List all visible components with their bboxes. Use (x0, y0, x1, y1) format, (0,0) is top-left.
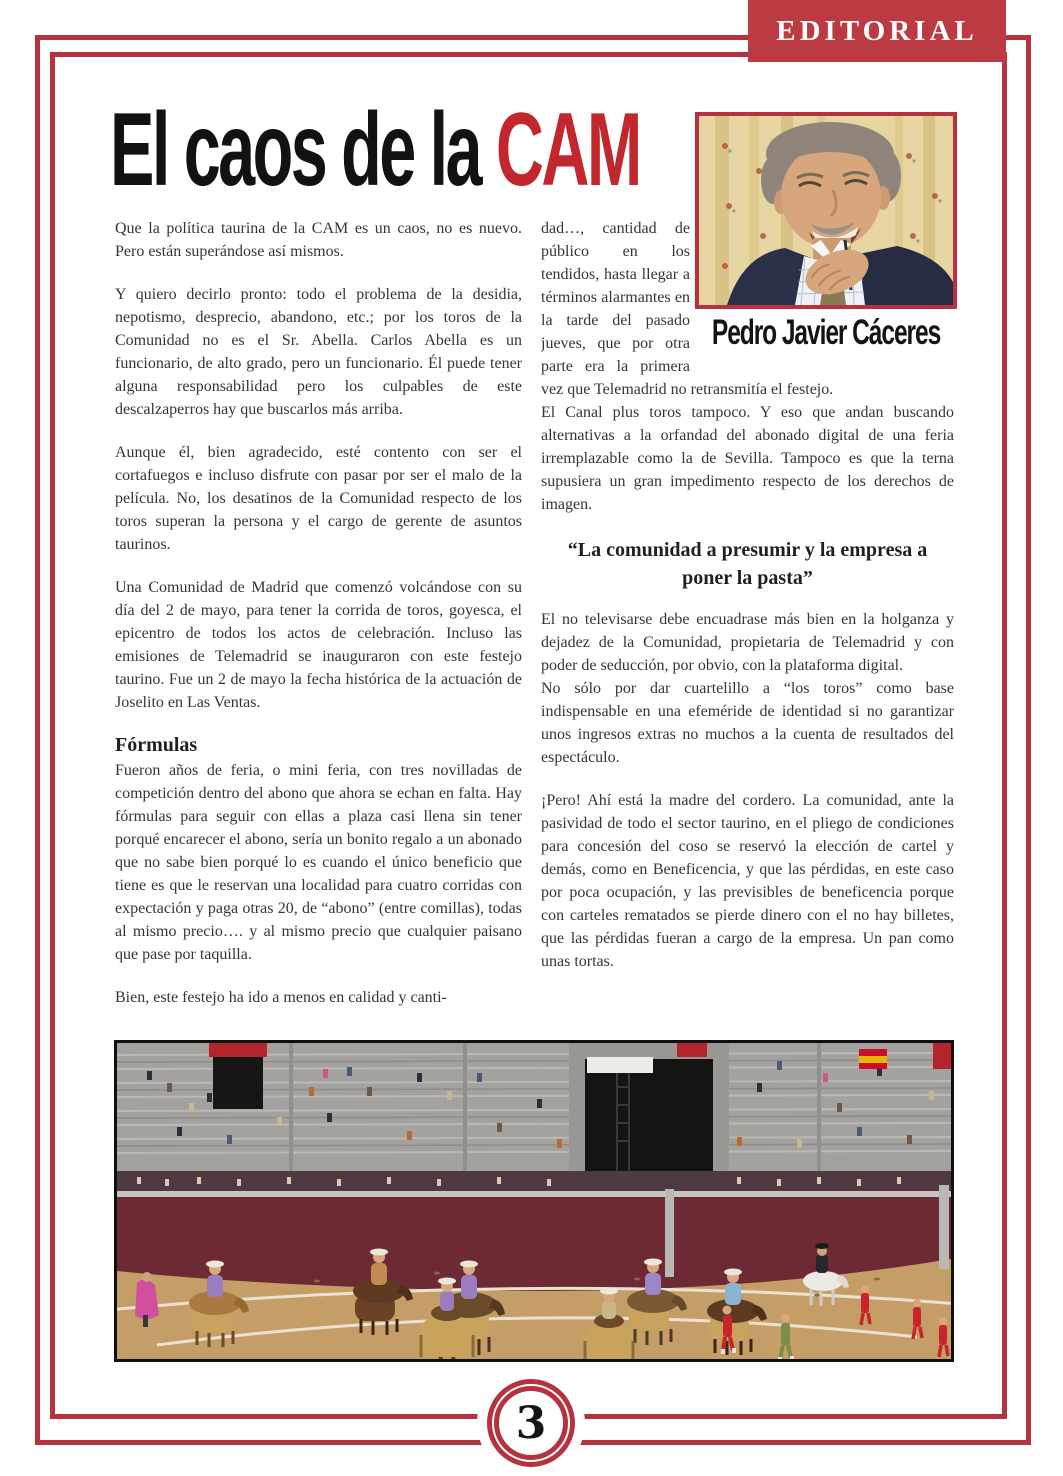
title-black: El caos de la (110, 92, 496, 208)
editorial-banner (748, 0, 1006, 62)
paragraph: Que la política taurina de la CAM es un caos, no es nuevo. Pero están superándose así mismos. (115, 220, 522, 260)
paragraph: Una Comunidad de Madrid que comenzó volcándose con su día del 2 de mayo, para tener la corrida de toros, goyesca, el epicentro de todos los actos de celebración. Incluso las emisiones de Telemadrid se inauguraron con este festejo taurino. Fue un 2 de mayo la fecha histórica de la actuación de Joselito en Las Ventas. (115, 579, 522, 711)
arena-photo (114, 1040, 954, 1362)
bullring-scene (117, 1043, 951, 1359)
paragraph: ¡Pero! Ahí está la madre del cordero. La comunidad, ante la pasividad de todo el sector taurino, en el pliego de condiciones para concesión del coso se reservó la elección de cartel y demás, como en Beneficencia, y que las pérdidas, en este caso por poca ocupación, y las previsibles de beneficencia porque con carteles rematados se pierde dinero con el no hay billetes, que las pérdidas fueran a cargo de la empresa. Un pan como unas tortas. (541, 792, 954, 970)
editorial-label: EDITORIAL (776, 14, 978, 47)
paragraph: Aunque él, bien agradecido, esté contento con ser el cortafuegos e incluso disfrute con pasar por ser el malo de la película. No, los desatinos de la Comunidad respecto de los toros superan la persona y el cargo de gerente de asuntos taurinos. (115, 444, 522, 553)
paragraph: El Canal plus toros tampoco. Y eso que andan buscando alternativas a la orfandad del abonado digital de una feria irremplazable como la de Sevilla. Tampoco es que la terna supusiera un gran impedimento respecto de los derechos de imagen. (541, 404, 954, 513)
page-number: 3 (515, 1397, 547, 1449)
page-number-badge (487, 1379, 575, 1467)
portrait-illustration (699, 116, 953, 305)
page-number-ring (494, 1386, 568, 1460)
left-column (115, 217, 522, 1037)
title-accent: CAM (495, 92, 640, 208)
article-title (110, 92, 640, 208)
paragraph: dad…, cantidad de público en los tendidos, hasta llegar a términos alarmantes en la tarde del pasado jueves, que por otra parte era la primera vez que Telemadrid no retransmitía el festejo. (541, 220, 834, 398)
paragraph: Y quiero decirlo pronto: todo el problema de la desidia, nepotismo, desprecio, abandono, etc.; por los toros de la Comunidad no es el Sr. Abella. Carlos Abella es un funcionario, de alto grado, pero un funcionario. Él puede tener alguna responsabilidad pero los culpables de este descalzaperros hay que buscarlos más arriba. (115, 286, 522, 418)
paragraph: No sólo por dar cuartelillo a “los toros” como base indispensable en una efeméride de identidad si no garantizar unos ingresos extras no muchos a la cuenta de resultados del espectáculo. (541, 680, 954, 766)
section-heading-formulas: Fórmulas (115, 734, 198, 756)
paragraph: Bien, este festejo ha ido a menos en calidad y canti- (115, 989, 447, 1006)
portrait-photo (695, 112, 957, 309)
portrait-caption: Pedro Javier Cáceres (711, 313, 941, 352)
paragraph: Fueron años de feria, o mini feria, con tres novilladas de competición dentro del abono que ahora se echan en falta. Hay fórmulas para seguir con ellas a plaza casi llena sin tener porqué encarecer el abono, sería un bonito regalo a un abonado que no sabe bien porqué lo es cuando el único beneficio que tiene es que le reservan una localidad para cuatro corridas con expectación y paga otras 20, de “abono” (entre comillas), todas al mismo precio…. y al mismo precio que cualquier paisano que pase por taquilla. (115, 762, 522, 963)
paragraph: El no televisarse debe encuadrase más bien en la holganza y dejadez de la Comunidad, propietaria de Telemadrid y con poder de seducción, por obvio, con la plataforma digital. (541, 611, 954, 674)
pull-quote: “La comunidad a presumir y la empresa a poner la pasta” (567, 539, 928, 589)
